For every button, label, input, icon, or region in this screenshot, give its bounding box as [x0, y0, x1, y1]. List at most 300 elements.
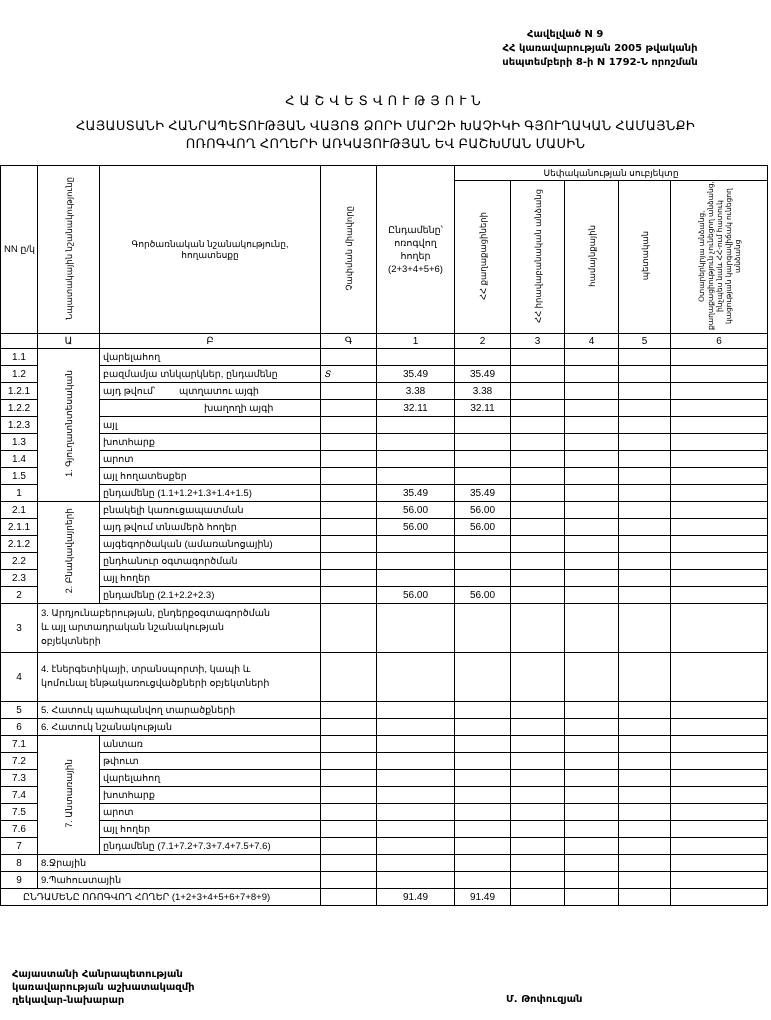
- row-legal: [511, 468, 565, 485]
- row-other: [671, 653, 768, 702]
- row-state: [619, 753, 671, 770]
- header-legal-text: ՀՀ իրավաբանական անձանց: [532, 189, 543, 323]
- row-unit: [321, 770, 377, 787]
- table-row: [1, 451, 768, 468]
- row-other: [671, 702, 768, 719]
- table-row: [1, 553, 768, 570]
- row-other: [671, 536, 768, 553]
- row-unit: [321, 719, 377, 736]
- row-citizens: [455, 804, 511, 821]
- row-other: [671, 821, 768, 838]
- row-nn: 1: [1, 485, 38, 502]
- row-community: [565, 736, 619, 753]
- table-row: [1, 383, 768, 400]
- row-other: [671, 804, 768, 821]
- row-state: [619, 417, 671, 434]
- table-row: [1, 366, 768, 383]
- group-agricultural: [38, 349, 100, 502]
- row-community: [565, 821, 619, 838]
- row-total: [377, 349, 455, 366]
- row-legal: [511, 855, 565, 872]
- row-other: [671, 434, 768, 451]
- row-citizens: [455, 787, 511, 804]
- row-state: [619, 570, 671, 587]
- row-state: [619, 536, 671, 553]
- header-other: [671, 181, 768, 334]
- row-unit: Տ: [321, 366, 377, 383]
- row-unit: [321, 838, 377, 855]
- row-state: [619, 366, 671, 383]
- table-row: [1, 417, 768, 434]
- row-desc: 8.Ջրային: [38, 855, 321, 872]
- row-legal: [511, 502, 565, 519]
- table-row: [1, 536, 768, 553]
- group-settlements: [38, 502, 100, 604]
- row-legal: [511, 719, 565, 736]
- row-community: [565, 570, 619, 587]
- row-nn: 7.2: [1, 753, 38, 770]
- row-legal: [511, 400, 565, 417]
- row-legal: [511, 838, 565, 855]
- row-nn: 7.4: [1, 787, 38, 804]
- row-state: [619, 838, 671, 855]
- row-desc: անտառ: [100, 736, 321, 753]
- table-row: [1, 502, 768, 519]
- row-nn: 4: [1, 653, 38, 702]
- row-desc: վարելահող: [100, 770, 321, 787]
- row-other: [671, 502, 768, 519]
- subtitle-line-1: ՀԱՅԱՍՏԱՆԻ ՀԱՆՐԱՊԵՏՈՒԹՅԱՆ ՎԱՅՈՑ ՁՈՐԻ ՄԱՐԶԻ ԽԱՉԻԿԻ ԳՅՈՒՂԱԿԱՆ ՀԱՄԱՅՆՔԻ: [75, 118, 696, 133]
- row-legal: [511, 804, 565, 821]
- row-legal: [511, 753, 565, 770]
- row-unit: [321, 553, 377, 570]
- row-community: [565, 366, 619, 383]
- header-total: [377, 166, 455, 334]
- row-citizens: [455, 653, 511, 702]
- table-row: [1, 349, 768, 366]
- row-total: 56.00: [377, 519, 455, 536]
- row-citizens: 56.00: [455, 502, 511, 519]
- row-desc: արոտ: [100, 804, 321, 821]
- row-nn: 7: [1, 838, 38, 855]
- table-row: [1, 702, 768, 719]
- row-community: [565, 451, 619, 468]
- row-desc: այլ հողատեսքեր: [100, 468, 321, 485]
- row-state: [619, 719, 671, 736]
- footer-line-3: ղեկավար-նախարար: [12, 995, 125, 1006]
- row-unit: [321, 587, 377, 604]
- row-unit: [321, 787, 377, 804]
- table-row: [1, 719, 768, 736]
- row-total: [377, 553, 455, 570]
- row-community: [565, 468, 619, 485]
- colnum-5: 5: [619, 334, 671, 349]
- row-citizens: [455, 451, 511, 468]
- row-desc: թփուտ: [100, 753, 321, 770]
- row-legal: [511, 872, 565, 889]
- row-unit: [321, 872, 377, 889]
- row-unit: [321, 349, 377, 366]
- row-state: [619, 451, 671, 468]
- row-total: [377, 872, 455, 889]
- row-total: [377, 702, 455, 719]
- row-legal: [511, 770, 565, 787]
- grand-total-other: [671, 889, 768, 906]
- table-row: [1, 653, 768, 702]
- row-desc: ընդամենը (1.1+1.2+1.3+1.4+1.5): [100, 485, 321, 502]
- row-legal: [511, 604, 565, 653]
- grand-total-label: ԸՆԴԱՄԵՆԸ ՈՌՈԳՎՈՂ ՀՈՂԵՐ (1+2+3+4+5+6+7+8+9): [1, 889, 321, 906]
- row-desc: ընդամենը (2.1+2.2+2.3): [100, 587, 321, 604]
- row-unit: [321, 502, 377, 519]
- row-citizens: [455, 838, 511, 855]
- footer-signature: Մ. Թոփուզյան: [506, 994, 583, 1005]
- row-citizens: [455, 553, 511, 570]
- row-community: [565, 485, 619, 502]
- table-row: [1, 468, 768, 485]
- approval-line-3: սեպտեմբերի 8-ի N 1792-Ն որոշման: [502, 57, 698, 68]
- row-unit: [321, 417, 377, 434]
- group-forest: [38, 736, 100, 855]
- row-nn: 1.2.1: [1, 383, 38, 400]
- table-row-subtotal: [1, 485, 768, 502]
- row-total: [377, 719, 455, 736]
- row-state: [619, 400, 671, 417]
- row-nn: 1.1: [1, 349, 38, 366]
- row-legal: [511, 821, 565, 838]
- row-desc: արոտ: [100, 451, 321, 468]
- row-community: [565, 553, 619, 570]
- row-state: [619, 587, 671, 604]
- row-total: [377, 804, 455, 821]
- table-row-subtotal: [1, 838, 768, 855]
- header-unit: [321, 166, 377, 334]
- row-desc: 4. էներգետիկայի, տրանսպորտի, կապի և կոմունալ ենթակառուցվածքների օբյեկտների: [38, 653, 321, 702]
- row-nn: 2: [1, 587, 38, 604]
- row-state: [619, 485, 671, 502]
- land-report-table: [0, 165, 768, 906]
- table-row: [1, 872, 768, 889]
- row-nn: 1.2.3: [1, 417, 38, 434]
- row-other: [671, 468, 768, 485]
- header-legal: [511, 181, 565, 334]
- row-nn: 6: [1, 719, 38, 736]
- row-legal: [511, 587, 565, 604]
- row-state: [619, 468, 671, 485]
- row-total: [377, 855, 455, 872]
- approval-line-2: ՀՀ կառավարության 2005 թվականի: [502, 43, 698, 54]
- row-unit: [321, 383, 377, 400]
- row-other: [671, 570, 768, 587]
- row-unit: [321, 604, 377, 653]
- grand-total-state: [619, 889, 671, 906]
- table-row: [1, 770, 768, 787]
- row-legal: [511, 417, 565, 434]
- group-forest-text: 7. Անտառային: [63, 759, 74, 828]
- row-nn: 1.2: [1, 366, 38, 383]
- row-legal: [511, 570, 565, 587]
- colnum-g: Գ: [321, 334, 377, 349]
- row-citizens: [455, 770, 511, 787]
- row-total: [377, 838, 455, 855]
- row-nn: 2.1.1: [1, 519, 38, 536]
- row-desc: ընդհանուր օգտագործման: [100, 553, 321, 570]
- row-other: [671, 753, 768, 770]
- header-purpose: [38, 166, 100, 334]
- group-agricultural-text: 1. Գյուղատնտեսական: [63, 370, 74, 477]
- row-total: [377, 570, 455, 587]
- row-total: [377, 604, 455, 653]
- header-functional: [100, 166, 321, 334]
- row-nn: 9: [1, 872, 38, 889]
- row-community: [565, 417, 619, 434]
- row-other: [671, 872, 768, 889]
- row-nn: 1.3: [1, 434, 38, 451]
- row-legal: [511, 451, 565, 468]
- row-total: [377, 753, 455, 770]
- row-nn: 2.2: [1, 553, 38, 570]
- grand-total-value: 91.49: [377, 889, 455, 906]
- row-other: [671, 553, 768, 570]
- table-row: [1, 804, 768, 821]
- row-community: [565, 702, 619, 719]
- row-legal: [511, 702, 565, 719]
- colnum-b: Բ: [100, 334, 321, 349]
- row-state: [619, 604, 671, 653]
- row-nn: 1.2.2: [1, 400, 38, 417]
- row-legal: [511, 736, 565, 753]
- subtitle-line-2: ՈՌՈԳՎՈՂ ՀՈՂԵՐԻ ԱՌԿԱՅՈՒԹՅԱՆ ԵՎ ԲԱՇԽՄԱՆ ՄԱՍԻՆ: [185, 136, 586, 151]
- row-nn: 7.5: [1, 804, 38, 821]
- row-citizens: [455, 702, 511, 719]
- row-state: [619, 821, 671, 838]
- row-citizens: [455, 604, 511, 653]
- row-community: [565, 519, 619, 536]
- row-desc: ընդամենը (7.1+7.2+7.3+7.4+7.5+7.6): [100, 838, 321, 855]
- row-citizens: 56.00: [455, 519, 511, 536]
- row-nn: 5: [1, 702, 38, 719]
- row-unit: [321, 485, 377, 502]
- row-unit: [321, 855, 377, 872]
- row-total: [377, 468, 455, 485]
- row-total: 35.49: [377, 485, 455, 502]
- column-number-row: [1, 334, 768, 349]
- row-community: [565, 872, 619, 889]
- colnum-blank: [1, 334, 38, 349]
- row-desc: բազմամյա տնկարկներ, ընդամենը: [100, 366, 321, 383]
- header-community: [565, 181, 619, 334]
- row-total: 32.11: [377, 400, 455, 417]
- footer-official-title: [12, 968, 195, 1007]
- row-state: [619, 553, 671, 570]
- table-row: [1, 400, 768, 417]
- row-desc: այդ թվում տնամերձ հողեր: [100, 519, 321, 536]
- grand-total-community: [565, 889, 619, 906]
- row-citizens: 35.49: [455, 366, 511, 383]
- table-row: [1, 736, 768, 753]
- row-state: [619, 434, 671, 451]
- approval-line-1: Հավելված N 9: [527, 29, 604, 40]
- row-community: [565, 653, 619, 702]
- row-community: [565, 383, 619, 400]
- footer-line-1: Հայաստանի Հանրապետության: [12, 969, 183, 980]
- row-desc: այդ թվում՝ պտղատու այգի: [100, 383, 321, 400]
- row-state: [619, 653, 671, 702]
- table-row: [1, 570, 768, 587]
- row-other: [671, 770, 768, 787]
- grand-total-citizens: 91.49: [455, 889, 511, 906]
- row-other: [671, 855, 768, 872]
- row-community: [565, 587, 619, 604]
- header-unit-text: Չափման միավորը: [343, 206, 354, 291]
- row-desc: այլ հողեր: [100, 570, 321, 587]
- row-community: [565, 804, 619, 821]
- row-citizens: [455, 736, 511, 753]
- row-state: [619, 787, 671, 804]
- row-total: [377, 653, 455, 702]
- table-row: [1, 434, 768, 451]
- row-unit: [321, 570, 377, 587]
- row-unit: [321, 400, 377, 417]
- row-state: [619, 349, 671, 366]
- row-total: [377, 434, 455, 451]
- grand-total-legal: [511, 889, 565, 906]
- document-title: ՀԱՇՎԵՏՎՈՒԹՅՈՒՆ: [285, 93, 486, 108]
- table-row: [1, 855, 768, 872]
- row-nn: 1.4: [1, 451, 38, 468]
- approval-note: [465, 28, 735, 70]
- row-nn: 2.1.2: [1, 536, 38, 553]
- row-total: [377, 417, 455, 434]
- row-unit: [321, 451, 377, 468]
- row-other: [671, 349, 768, 366]
- row-other: [671, 719, 768, 736]
- row-nn: 7.6: [1, 821, 38, 838]
- row-community: [565, 753, 619, 770]
- row-nn: 3: [1, 604, 38, 653]
- header-purpose-text: Նպատակային նշանակությունը: [63, 177, 74, 320]
- table-row: [1, 753, 768, 770]
- row-citizens: [455, 417, 511, 434]
- colnum-6: 6: [671, 334, 768, 349]
- row-desc: այգեգործական (ամառանոցային): [100, 536, 321, 553]
- row-community: [565, 400, 619, 417]
- row-unit: [321, 804, 377, 821]
- row-unit: [321, 821, 377, 838]
- header-total-text: Ընդամենը՝ ոռոգվող հողեր (2+3+4+5+6): [388, 224, 443, 275]
- row-total: [377, 536, 455, 553]
- row-citizens: 32.11: [455, 400, 511, 417]
- row-total: 35.49: [377, 366, 455, 383]
- row-other: [671, 485, 768, 502]
- row-other: [671, 736, 768, 753]
- row-desc: 9.Պահուստային: [38, 872, 321, 889]
- row-community: [565, 434, 619, 451]
- row-legal: [511, 553, 565, 570]
- row-community: [565, 838, 619, 855]
- row-citizens: [455, 349, 511, 366]
- row-community: [565, 787, 619, 804]
- row-other: [671, 587, 768, 604]
- row-community: [565, 770, 619, 787]
- row-other: [671, 417, 768, 434]
- row-total: 3.38: [377, 383, 455, 400]
- row-other: [671, 400, 768, 417]
- header-ownership-group: Սեփականության սուբյեկտը: [455, 166, 768, 181]
- row-citizens: 56.00: [455, 587, 511, 604]
- row-desc: խոտհարք: [100, 434, 321, 451]
- row-unit: [321, 702, 377, 719]
- colnum-1: 1: [377, 334, 455, 349]
- row-other: [671, 838, 768, 855]
- table-row: [1, 519, 768, 536]
- row-legal: [511, 434, 565, 451]
- row-community: [565, 502, 619, 519]
- row-total: 56.00: [377, 502, 455, 519]
- colnum-3: 3: [511, 334, 565, 349]
- row-nn: 7.1: [1, 736, 38, 753]
- row-community: [565, 536, 619, 553]
- row-citizens: [455, 570, 511, 587]
- row-legal: [511, 485, 565, 502]
- grand-total-unit: [321, 889, 377, 906]
- row-legal: [511, 519, 565, 536]
- row-total: [377, 770, 455, 787]
- row-legal: [511, 349, 565, 366]
- row-unit: [321, 736, 377, 753]
- row-state: [619, 770, 671, 787]
- row-desc: խաղողի այգի: [100, 400, 321, 417]
- row-state: [619, 502, 671, 519]
- header-citizens-text: ՀՀ քաղաքացիների: [477, 212, 488, 300]
- row-legal: [511, 383, 565, 400]
- header-nn: NN ը/կ: [1, 166, 38, 334]
- colnum-2: 2: [455, 334, 511, 349]
- row-community: [565, 604, 619, 653]
- row-total: 56.00: [377, 587, 455, 604]
- header-citizens: [455, 181, 511, 334]
- row-unit: [321, 468, 377, 485]
- table-row: [1, 787, 768, 804]
- row-desc: 3. Արդյունաբերության, ընդերքօգտագործման և այլ արտադրական նշանակության օբյեկտների: [38, 604, 321, 653]
- row-citizens: [455, 434, 511, 451]
- colnum-4: 4: [565, 334, 619, 349]
- row-nn: 7.3: [1, 770, 38, 787]
- row-state: [619, 519, 671, 536]
- row-citizens: [455, 821, 511, 838]
- row-legal: [511, 787, 565, 804]
- row-unit: [321, 434, 377, 451]
- row-unit: [321, 753, 377, 770]
- row-legal: [511, 653, 565, 702]
- row-citizens: 3.38: [455, 383, 511, 400]
- row-other: [671, 451, 768, 468]
- row-total: [377, 821, 455, 838]
- row-citizens: [455, 719, 511, 736]
- row-desc: 5. Հատուկ պահպանվող տարածքների: [38, 702, 321, 719]
- document-subtitle: [0, 117, 771, 153]
- row-citizens: [455, 855, 511, 872]
- row-legal: [511, 536, 565, 553]
- row-community: [565, 349, 619, 366]
- table-row-grand-total: [1, 889, 768, 906]
- row-total: [377, 736, 455, 753]
- row-unit: [321, 519, 377, 536]
- table-row: [1, 821, 768, 838]
- header-functional-text: Գործառնական նշանակությունը, հողատեսքը: [131, 238, 289, 260]
- row-state: [619, 855, 671, 872]
- row-unit: [321, 536, 377, 553]
